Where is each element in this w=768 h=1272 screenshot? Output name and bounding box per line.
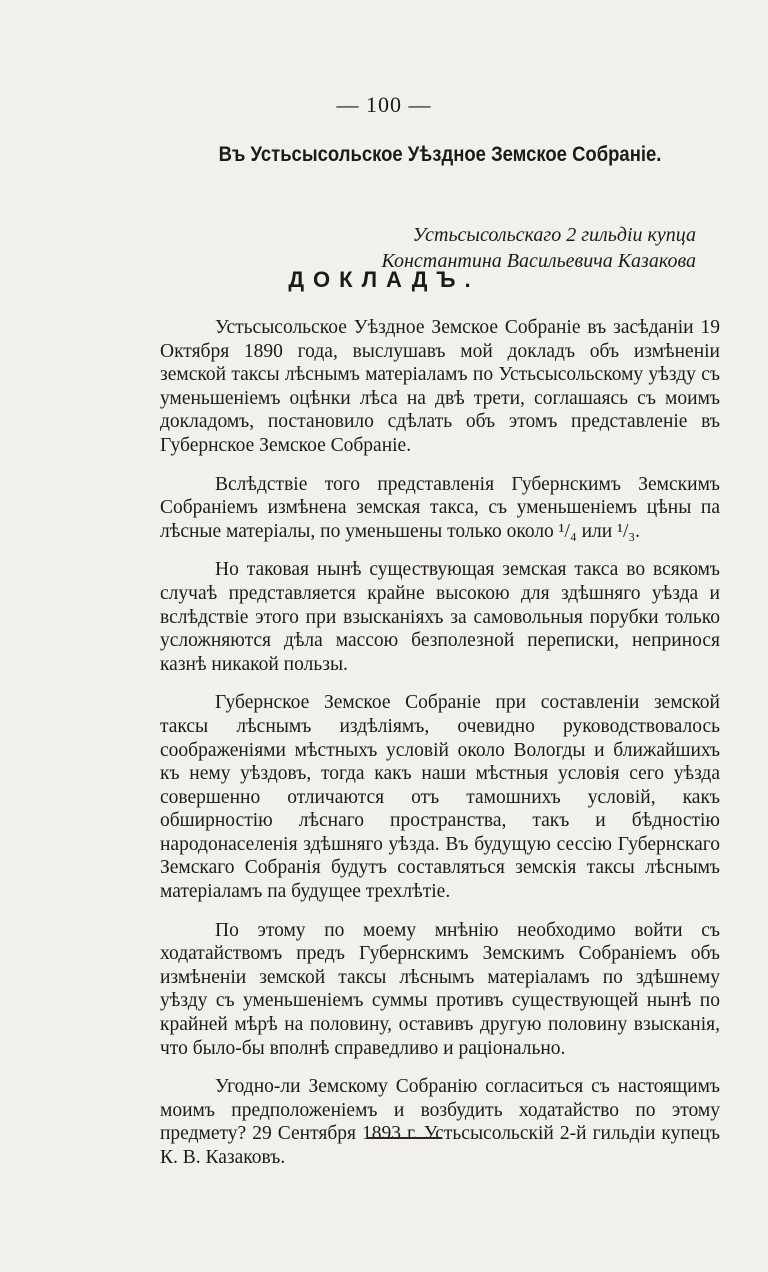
paragraph-6: Угодно-ли Земскому Собранію согласиться съ настоящимъ моимъ предположеніемъ и возбудить ходатайство по этому предмету? 29 Сентября 1893 г. Устьсысольскій 2-й гильдіи купецъ К. В. Казаковъ.	[160, 1076, 720, 1168]
document-heading: Въ Устьсысольское Уѣздное Земское Собраніе.	[218, 143, 662, 166]
closing-rule	[368, 1137, 442, 1139]
paragraph-4: Губернское Земское Собраніе при составленіи земской таксы лѣснымъ издѣліямъ, очевидно руководствовалось соображеніями мѣстныхъ условій около Вологды и ближайшихъ къ нему уѣздовъ, тогда какъ наши мѣстныя условія сего уѣзда совершенно отличаются отъ тамошнихъ условій, какъ обширностію лѣснаго пространства, такъ и бѣдностію народонаселенія здѣшняго уѣзда. Въ будущую сессію Губернскаго Земскаго Собранія будутъ составляться земскія таксы лѣснымъ матеріаламъ па будущее трехлѣтіе.	[160, 692, 720, 903]
paragraph-2: Вслѣдствіе того представленія Губернскимъ Земскимъ Собраніемъ измѣнена земская такса, съ уменьшеніемъ цѣны па лѣсные матеріалы, по уменьшены только около ¹/₄ или ¹/₃.	[160, 473, 720, 542]
page-number: — 100 —	[336, 92, 432, 117]
body-text	[160, 316, 720, 1185]
paragraph-5: По этому по моему мнѣнію необходимо войти съ ходатайствомъ предъ Губернскимъ Земскимъ Собраніемъ объ измѣненіи земской таксы лѣснымъ матеріаламъ по здѣшнему уѣзду съ уменьшеніемъ суммы противъ существующей нынѣ по крайней мѣрѣ на половину, оставивъ другую половину взысканія, что было-бы вполнѣ справедливо и раціонально.	[160, 919, 720, 1059]
addressee-line-1: Устьсысольскаго 2 гильдіи купца	[412, 224, 696, 246]
paragraph-1: Устьсысольское Уѣздное Земское Собраніе въ засѣданіи 19 Октября 1890 года, выслушавъ мой докладъ объ измѣненіи земской таксы лѣснымъ матеріаламъ по Устьсысольскому уѣзду съ уменьшеніемъ оцѣнки лѣса на двѣ трети, соглашаясь съ моимъ докладомъ, постановило сдѣлать объ этомъ представленіе въ Губернское Земское Собраніе.	[160, 317, 720, 456]
paragraph-3: Но таковая нынѣ существующая земская такса во всякомъ случаѣ представляется крайне высокою для здѣшняго уѣзда и вслѣдствіе этого при взысканіяхъ за самовольныя порубки только усложняются дѣла массою безполезной переписки, непринося казнѣ никакой пользы.	[160, 559, 720, 675]
addressee-line-2: Константина Васильевича Казакова	[381, 250, 696, 272]
document-title: ДОКЛАДЪ.	[288, 267, 480, 292]
